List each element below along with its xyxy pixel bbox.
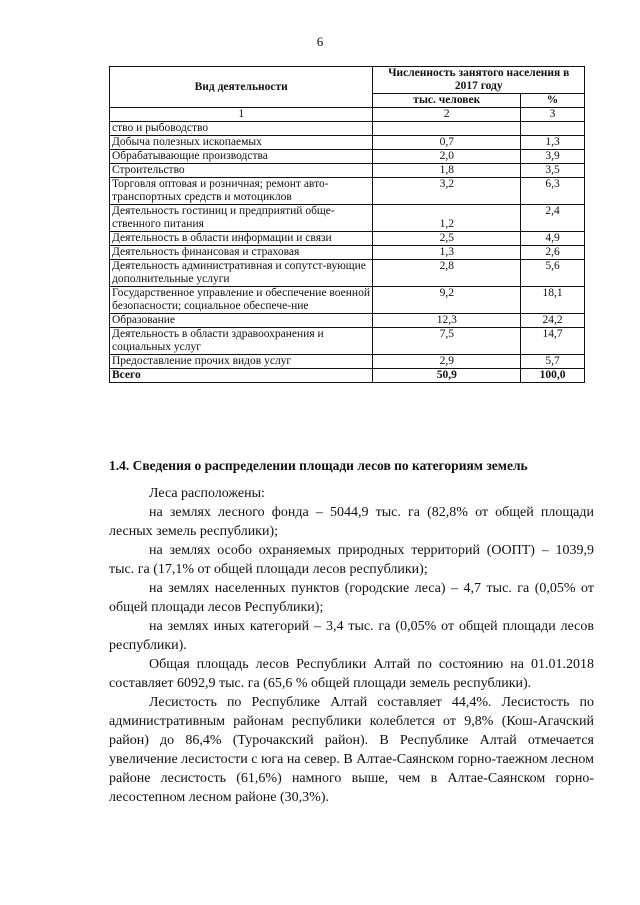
table-row (110, 122, 585, 136)
paragraph: Общая площадь лесов Республики Алтай по состоянию на 01.01.2018 составляет 6092,9 тыс. га (65,6 % общей площади земель республики). (109, 657, 594, 691)
row-percent (521, 122, 585, 136)
row-thousands: 2,5 (373, 232, 521, 246)
employment-table (109, 66, 585, 383)
table-row (110, 150, 585, 164)
row-activity: Деятельность в области информации и связи (110, 232, 373, 246)
row-percent: 2,6 (521, 246, 585, 260)
row-activity: Обрабатывающие производства (110, 150, 373, 164)
header-index-3: 3 (521, 108, 585, 122)
row-activity: Деятельность в области здравоохранения и социальных услуг (110, 328, 373, 355)
row-thousands: 1,3 (373, 246, 521, 260)
section-body (109, 484, 594, 807)
total-label: Всего (110, 369, 373, 383)
row-activity: Государственное управление и обеспечение военной безопасности; социальное обеспече-ние (110, 287, 373, 314)
row-thousands: 1,8 (373, 164, 521, 178)
table-row (110, 232, 585, 246)
row-percent: 5,6 (521, 260, 585, 287)
row-thousands: 7,5 (373, 328, 521, 355)
paragraph: на землях особо охраняемых природных территорий (ООПТ) – 1039,9 тыс. га (17,1% от общей площади лесов республики); (109, 543, 594, 577)
header-index-1: 1 (110, 108, 373, 122)
row-percent: 18,1 (521, 287, 585, 314)
row-thousands: 2,9 (373, 355, 521, 369)
table-row (110, 355, 585, 369)
row-thousands: 0,7 (373, 136, 521, 150)
row-thousands: 9,2 (373, 287, 521, 314)
table-row (110, 260, 585, 287)
row-activity: Деятельность финансовая и страховая (110, 246, 373, 260)
row-thousands: 1,2 (373, 205, 521, 232)
row-percent: 3,9 (521, 150, 585, 164)
row-percent: 5,7 (521, 355, 585, 369)
row-activity: Образование (110, 314, 373, 328)
row-thousands (373, 122, 521, 136)
row-percent: 1,3 (521, 136, 585, 150)
row-percent: 14,7 (521, 328, 585, 355)
row-percent: 24,2 (521, 314, 585, 328)
header-percent: % (521, 94, 585, 108)
row-activity: Деятельность гостиниц и предприятий обще-ственного питания (110, 205, 373, 232)
table-row (110, 205, 585, 232)
table-row (110, 246, 585, 260)
total-thousands: 50,9 (373, 369, 521, 383)
table-row (110, 314, 585, 328)
paragraph: на землях лесного фонда – 5044,9 тыс. га (82,8% от общей площади лесных земель республики); (109, 505, 594, 539)
row-percent: 6,3 (521, 178, 585, 205)
row-activity: Добыча полезных ископаемых (110, 136, 373, 150)
row-thousands: 2,8 (373, 260, 521, 287)
header-activity: Вид деятельности (110, 67, 373, 108)
header-thousands: тыс. человек (373, 94, 521, 108)
page-number: 6 (316, 34, 324, 49)
row-percent: 3,5 (521, 164, 585, 178)
header-employment-group: Численность занятого населения в 2017 году (373, 67, 585, 94)
row-percent: 2,4 (521, 205, 585, 232)
row-activity: Предоставление прочих видов услуг (110, 355, 373, 369)
row-thousands: 12,3 (373, 314, 521, 328)
table-row (110, 164, 585, 178)
row-activity: Торговля оптовая и розничная; ремонт авто-транспортных средств и мотоциклов (110, 178, 373, 205)
row-activity: Строительство (110, 164, 373, 178)
header-index-2: 2 (373, 108, 521, 122)
paragraph: на землях населенных пунктов (городские леса) – 4,7 тыс. га (0,05% от общей площади лесов Республики); (109, 581, 594, 615)
row-activity: Деятельность административная и сопутст-вующие дополнительные услуги (110, 260, 373, 287)
section-title: 1.4. Сведения о распределении площади лесов по категориям земель (109, 458, 528, 473)
row-thousands: 2,0 (373, 150, 521, 164)
row-percent: 4,9 (521, 232, 585, 246)
total-percent: 100,0 (521, 369, 585, 383)
paragraph: Лесистость по Республике Алтай составляет 44,4%. Лесистость по административным районам республики колеблется от 9,8% (Кош-Агачский район) до 86,4% (Турочакский район). В Республике Алтай отмечается увеличение лесистости с юга на север. В Алтае-Саянском горно-таежном лесном районе лесистость (61,6%) намного выше, чем в Алтае-Саянском горно-лесостепном лесном районе (30,3%). (109, 695, 594, 805)
table-row (110, 178, 585, 205)
table-row (110, 287, 585, 314)
table-row (110, 136, 585, 150)
total-row (110, 369, 585, 383)
row-thousands: 3,2 (373, 178, 521, 205)
paragraph: Леса расположены: (149, 486, 265, 501)
row-activity: ство и рыбоводство (110, 122, 373, 136)
table-row (110, 328, 585, 355)
paragraph: на землях иных категорий – 3,4 тыс. га (0,05% от общей площади лесов республики). (109, 619, 594, 653)
